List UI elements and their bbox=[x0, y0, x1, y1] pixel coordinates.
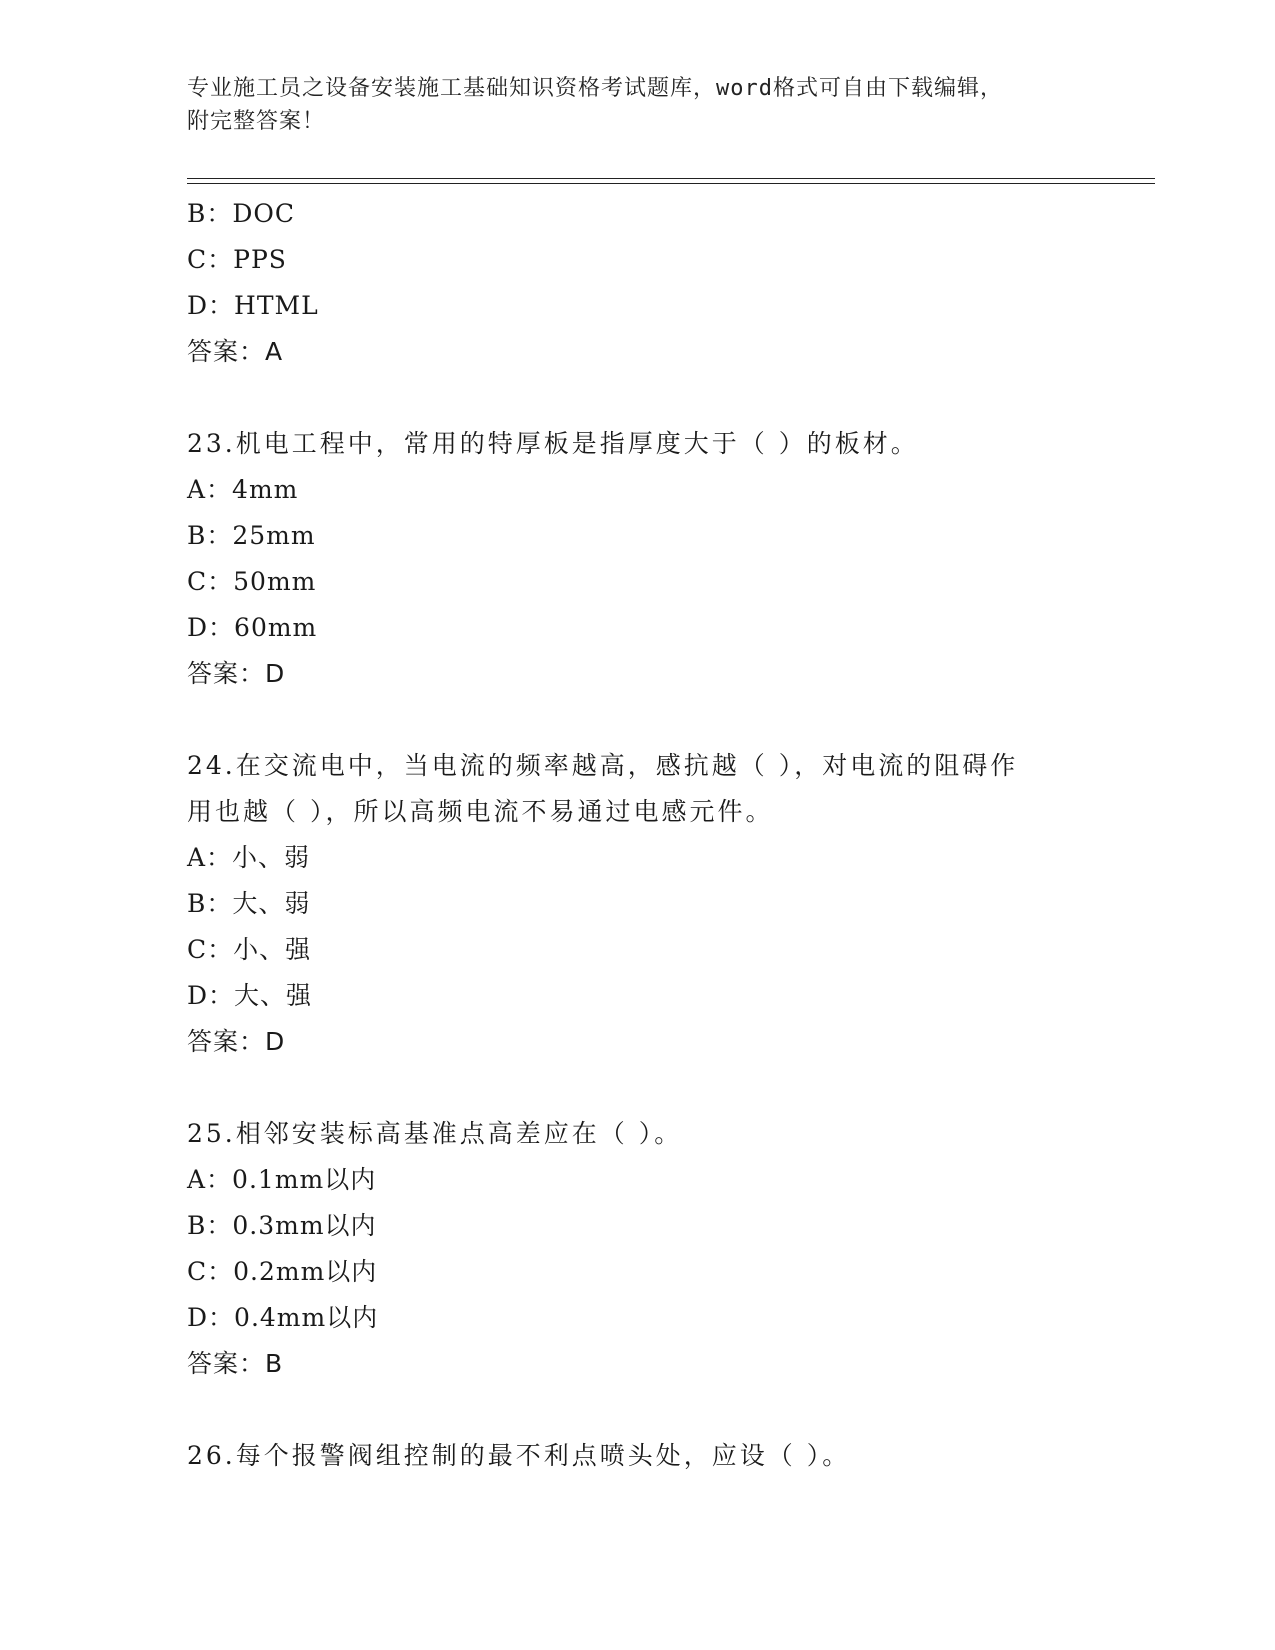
option-d: D：0.4mm以内 bbox=[187, 1303, 379, 1332]
option-a: A：0.1mm以内 bbox=[187, 1165, 377, 1194]
option-c: C：小、强 bbox=[187, 935, 312, 964]
option-b: B：25mm bbox=[187, 521, 316, 550]
option-c: C：PPS bbox=[187, 245, 287, 274]
question-stem-line-1: 24.在交流电中，当电流的频率越高，感抗越（ ），对电流的阻碍作 bbox=[187, 751, 1019, 780]
spacer bbox=[187, 375, 1087, 421]
option-d: D：60mm bbox=[187, 613, 318, 642]
answer-line: 答案：B bbox=[187, 1349, 284, 1378]
question-26 bbox=[187, 1433, 1087, 1479]
option-b: B：大、弱 bbox=[187, 889, 311, 918]
question-22-continued bbox=[187, 191, 1087, 375]
option-b: B：DOC bbox=[187, 199, 296, 228]
option-d: D：HTML bbox=[187, 291, 319, 320]
option-d: D：大、强 bbox=[187, 981, 313, 1010]
option-a: A：4mm bbox=[187, 475, 299, 504]
spacer bbox=[187, 1387, 1087, 1433]
question-stem: 25.相邻安装标高基准点高差应在（ ）。 bbox=[187, 1119, 683, 1148]
option-c: C：50mm bbox=[187, 567, 317, 596]
option-b: B：0.3mm以内 bbox=[187, 1211, 377, 1240]
header-divider-bottom bbox=[187, 183, 1155, 184]
answer-line: 答案：A bbox=[187, 337, 284, 366]
question-stem: 26.每个报警阀组控制的最不利点喷头处，应设（ ）。 bbox=[187, 1441, 851, 1470]
header-title-line-1: 专业施工员之设备安装施工基础知识资格考试题库，word格式可自由下载编辑， bbox=[187, 76, 1003, 101]
header-title-line-2: 附完整答案！ bbox=[187, 109, 326, 134]
header-divider-top bbox=[187, 178, 1155, 179]
question-25 bbox=[187, 1111, 1087, 1387]
option-c: C：0.2mm以内 bbox=[187, 1257, 378, 1286]
question-stem: 23.机电工程中，常用的特厚板是指厚度大于（ ）的板材。 bbox=[187, 429, 919, 458]
spacer bbox=[187, 697, 1087, 743]
question-23 bbox=[187, 421, 1087, 697]
spacer bbox=[187, 1065, 1087, 1111]
option-a: A：小、弱 bbox=[187, 843, 311, 872]
answer-line: 答案：D bbox=[187, 659, 286, 688]
question-list bbox=[187, 191, 1087, 1479]
question-stem-line-2: 用也越（ ），所以高频电流不易通过电感元件。 bbox=[187, 797, 774, 826]
question-24 bbox=[187, 743, 1087, 1065]
document-header bbox=[187, 72, 1087, 138]
answer-line: 答案：D bbox=[187, 1027, 286, 1056]
